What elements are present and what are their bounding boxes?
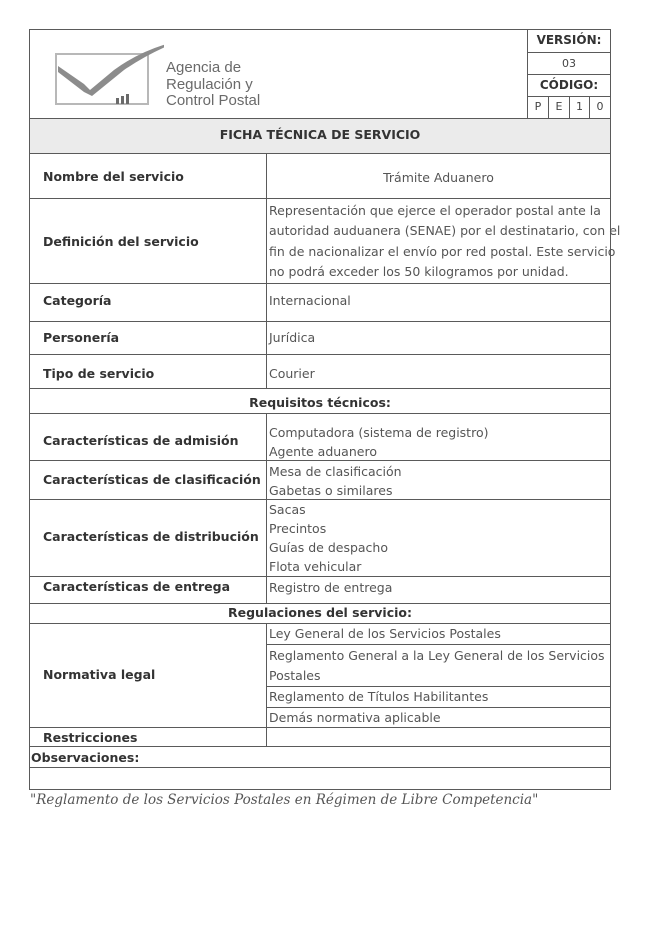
observaciones-label: Observaciones:	[31, 750, 140, 765]
admision-item: Agente aduanero	[269, 444, 377, 459]
normativa-item: Reglamento de Títulos Habilitantes	[269, 689, 489, 704]
nombre-value: Trámite Aduanero	[383, 170, 494, 185]
tipo-value: Courier	[269, 366, 315, 381]
code-char: 1	[576, 100, 583, 113]
definicion-line: no podrá exceder los 50 kilogramos por unidad.	[269, 264, 569, 279]
page-title: FICHA TÉCNICA DE SERVICIO	[219, 127, 421, 142]
row-line	[29, 198, 611, 199]
categoria-value: Internacional	[269, 293, 351, 308]
distribucion-item: Flota vehicular	[269, 559, 362, 574]
entrega-item: Registro de entrega	[269, 580, 393, 595]
agency-logo	[54, 40, 164, 106]
agency-name-line2: Regulación y	[166, 76, 253, 93]
row-line	[29, 283, 611, 284]
normativa-item: Reglamento General a la Ley General de los Servicios	[269, 648, 605, 663]
requisitos-heading: Requisitos técnicos:	[249, 395, 391, 410]
code-label: CÓDIGO:	[539, 78, 599, 92]
row-line	[29, 118, 611, 119]
row-line	[29, 413, 611, 414]
normativa-item: Demás normativa aplicable	[269, 710, 441, 725]
clasificacion-item: Mesa de clasificación	[269, 464, 402, 479]
row-line	[29, 460, 611, 461]
version-value-line	[527, 74, 611, 75]
distribucion-item: Guías de despacho	[269, 540, 389, 555]
definicion-line: Representación que ejerce el operador postal ante la	[269, 203, 601, 218]
code-char: 0	[596, 100, 604, 113]
distribucion-item: Precintos	[269, 521, 327, 536]
definicion-label: Definición del servicio	[43, 234, 199, 249]
row-line	[266, 686, 611, 687]
row-line	[266, 707, 611, 708]
admision-item: Computadora (sistema de registro)	[269, 425, 489, 440]
row-line	[29, 499, 611, 500]
categoria-label: Categoría	[43, 293, 112, 308]
version-line	[527, 52, 611, 53]
version-label: VERSIÓN:	[536, 33, 602, 47]
footer-citation: "Reglamento de los Servicios Postales en Régimen de Libre Competencia"	[30, 792, 539, 808]
column-divider	[266, 153, 267, 388]
agency-name-line1: Agencia de	[166, 59, 242, 76]
definicion-line: autoridad auduanera (SENAE) por el destinatario, con el	[269, 223, 621, 238]
agency-name-line3: Control Postal	[166, 92, 261, 109]
row-line	[29, 746, 611, 747]
tipo-label: Tipo de servicio	[43, 366, 155, 381]
code-char: P	[534, 100, 542, 113]
distribucion-label: Características de distribución	[43, 529, 259, 544]
nombre-label: Nombre del servicio	[43, 169, 184, 184]
table-right-border	[610, 29, 611, 790]
personeria-value: Jurídica	[269, 330, 316, 345]
table-bottom-border	[29, 789, 611, 790]
entrega-label: Características de entrega	[43, 579, 231, 594]
restricciones-label: Restricciones	[43, 730, 138, 745]
row-line	[29, 388, 611, 389]
table-top-border	[29, 29, 611, 30]
version-value: 03	[562, 57, 576, 70]
row-line	[29, 321, 611, 322]
admision-label: Características de admisión	[43, 433, 239, 448]
personeria-label: Personería	[43, 330, 120, 345]
row-line	[29, 727, 611, 728]
row-line	[29, 623, 611, 624]
code-char: E	[555, 100, 563, 113]
row-line	[29, 153, 611, 154]
row-line	[29, 603, 611, 604]
normativa-item: Postales	[269, 668, 321, 683]
definicion-line: fin de nacionalizar el envío por red postal. Este servicio	[269, 244, 616, 259]
clasificacion-label: Características de clasificación	[43, 472, 261, 487]
row-line	[29, 354, 611, 355]
row-line	[29, 767, 611, 768]
normativa-label: Normativa legal	[43, 667, 156, 682]
normativa-item: Ley General de los Servicios Postales	[269, 626, 501, 641]
distribucion-item: Sacas	[269, 502, 306, 517]
clasificacion-item: Gabetas o similares	[269, 483, 393, 498]
regulaciones-heading: Regulaciones del servicio:	[228, 605, 412, 620]
row-line	[29, 576, 611, 577]
column-divider	[266, 413, 267, 603]
row-line	[266, 644, 611, 645]
